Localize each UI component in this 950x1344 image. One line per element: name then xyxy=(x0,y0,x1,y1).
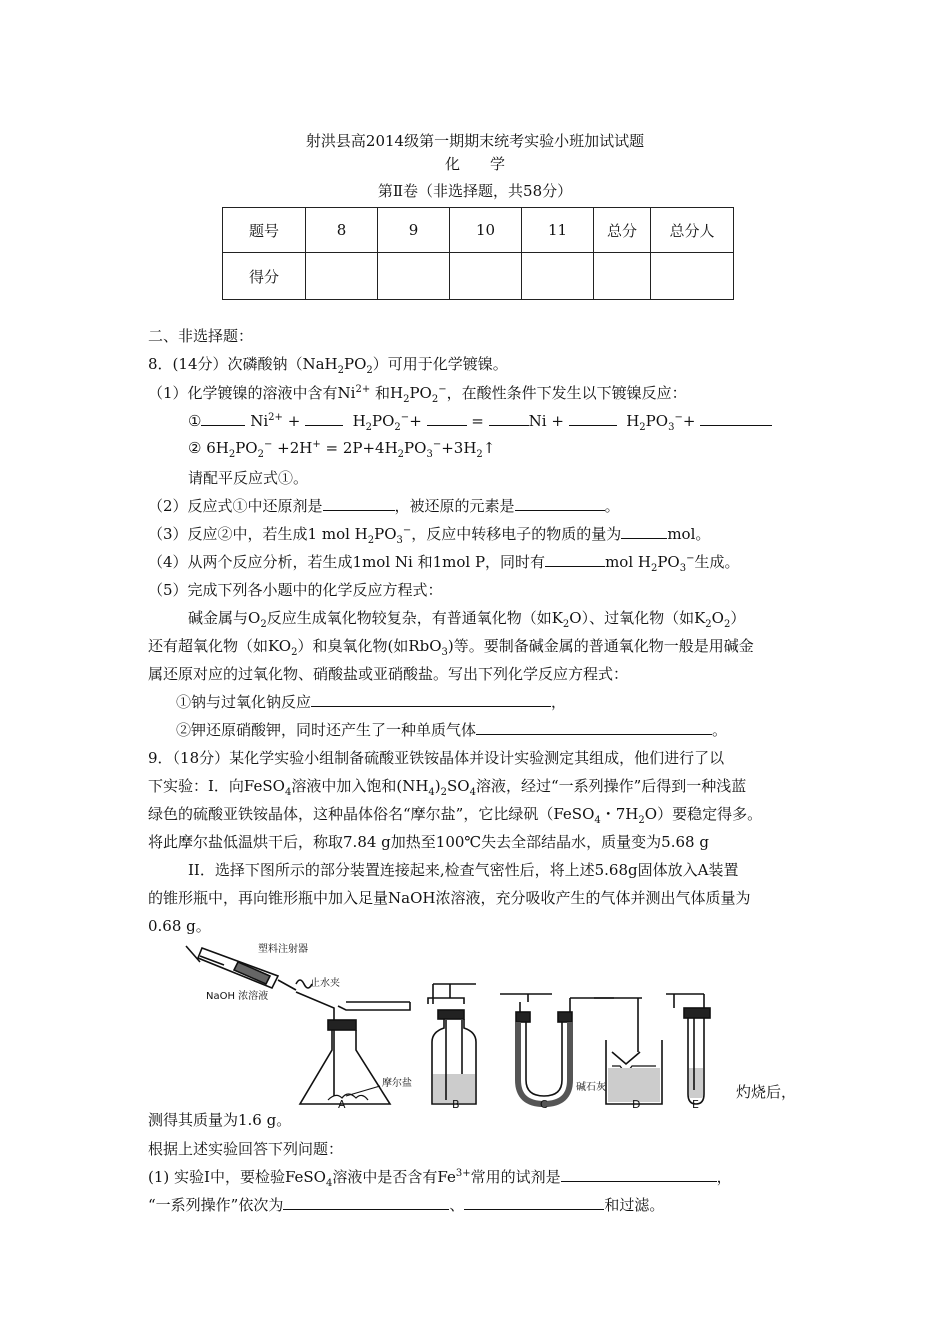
score-table xyxy=(222,207,734,300)
exam-title: 射洪县高2014级第一期期末统考实验小班加试试题 xyxy=(305,132,645,150)
q8-part2: （2）反应式①中还原剂是 ，被还原的元素是 。 xyxy=(148,497,620,515)
score-table-header-row xyxy=(223,208,734,253)
volume-title: 第Ⅱ卷（非选择题，共58分） xyxy=(377,182,573,200)
score-entry-cell[interactable] xyxy=(594,253,651,300)
apparatus-figure xyxy=(178,940,738,1112)
score-entry-cell[interactable] xyxy=(378,253,450,300)
q9-ask: 根据上述实验回答下列问题： xyxy=(148,1140,344,1158)
q9-line: II．选择下图所示的部分装置连接起来,检查气密性后，将上述5.68g固体放入A装置 xyxy=(188,861,739,879)
q8-part5-paragraph: 属还原对应的过氧化物、硝酸盐或亚硝酸盐。写出下列化学反应方程式： xyxy=(148,665,629,683)
label-a: A xyxy=(338,1098,346,1111)
q8-balance-instruction: 请配平反应式①。 xyxy=(188,469,309,487)
flask-a-icon xyxy=(300,1020,390,1104)
table-cell: 10 xyxy=(450,208,522,253)
q8-part5-paragraph: 还有超氧化物（如$KO_2$）和臭氧化物(如RbO$_3$)等。要制备碱金属的普通氧化物一般是用碱金 xyxy=(148,637,754,658)
q9-line: 的锥形瓶中，再向锥形瓶中加入足量NaOH浓溶液，充分吸收产生的气体并测出气体质量为 xyxy=(148,889,751,907)
q8-part5: （5）完成下列各小题中的化学反应方程式： xyxy=(148,581,443,599)
table-cell: 总分 xyxy=(594,208,651,253)
score-entry-cell[interactable] xyxy=(450,253,522,300)
subject-title: 化学 xyxy=(444,155,535,173)
q8-intro: 8．(14分）次磷酸钠$(NaH_2PO_2)$可用于化学镀镍。 xyxy=(148,355,508,376)
q8-equation-2: ② $6H_2PO_2^- +2H^+$ = $2P+4H_2PO_3^-+3H_2↑$ xyxy=(188,439,496,460)
label-syringe: 塑料注射器 xyxy=(258,944,308,955)
label-clamp: 止水夹 xyxy=(310,978,340,989)
q9-line: 0.68 g。 xyxy=(148,917,211,935)
q8-item-1: ①钠与过氧化钠反应 ， xyxy=(176,693,567,711)
q8-part4: （4）从两个反应分析，若生成1mol Ni 和1mol P，同时有 mol $H_2PO_3^-$生成。 xyxy=(148,553,740,574)
q9-fig-text-right: 灼烧后， xyxy=(736,1083,797,1101)
score-entry-cell[interactable] xyxy=(306,253,378,300)
q9-sub1-ops: “一系列操作”依次为 、 和过滤。 xyxy=(148,1196,665,1214)
label-naoh: NaOH 浓溶液 xyxy=(206,991,269,1002)
section-heading: 二、非选择题： xyxy=(148,327,254,345)
table-cell: 11 xyxy=(522,208,594,253)
q9-line: 下实验：I．向FeSO$_4$溶液中加入饱和$(NH_4)_2SO_4$溶液，经过“一系列操作”后得到一种浅蓝 xyxy=(148,777,747,798)
table-cell: 8 xyxy=(306,208,378,253)
bottle-b-icon xyxy=(428,984,476,1104)
label-c: C xyxy=(540,1098,548,1111)
q8-part5-paragraph: 碱金属与$O_2$反应生成氧化物较复杂，有普通氧化物（如$K_2O$）、过氧化物（如$K_2O_2$） xyxy=(188,609,746,630)
table-cell: 9 xyxy=(378,208,450,253)
label-salt: 摩尔盐 xyxy=(382,1078,412,1089)
label-b: B xyxy=(452,1098,460,1111)
q9-line: 将此摩尔盐低温烘干后，称取7.84 g加热至100℃失去全部结晶水，质量变为5.68 g xyxy=(148,833,709,851)
table-cell: 得分 xyxy=(223,253,306,300)
q9-line: 绿色的硫酸亚铁铵晶体，这种晶体俗名“摩尔盐”，它比绿矾（FeSO$_4$・$7H_2O$）要稳定得多。 xyxy=(148,805,763,826)
q8-item-2: ②钾还原硝酸钾，同时还产生了一种单质气体 。 xyxy=(176,721,728,739)
score-table-score-row xyxy=(223,253,734,300)
q8-equation-1: ① $Ni^{2+}$ + $H_2PO_2^-+ = Ni$ + $H_2PO_3^-+$ xyxy=(188,411,772,433)
tube-e-icon xyxy=(666,994,710,1104)
label-e: E xyxy=(692,1098,699,1111)
q9-fig-text: 测得其质量为1.6 g。 xyxy=(148,1111,292,1129)
q9-sub1: (1) 实验I中，要检验FeSO$_4$溶液中是否含有$Fe^{3+}$常用的试剂是 ， xyxy=(148,1168,732,1189)
label-lime: 碱石灰 xyxy=(576,1082,606,1093)
score-entry-cell[interactable] xyxy=(522,253,594,300)
table-cell: 题号 xyxy=(223,208,306,253)
table-cell: 总分人 xyxy=(651,208,734,253)
q9-line: 9．（18分）某化学实验小组制备硫酸亚铁铵晶体并设计实验测定其组成，他们进行了以 xyxy=(148,749,725,767)
score-entry-cell[interactable] xyxy=(651,253,734,300)
q8-part1: （1）化学镀镍的溶液中含有$Ni^{2+}$ 和$H_2PO_2^-$，在酸性条件下发生以下镀镍反应： xyxy=(148,384,687,405)
label-d: D xyxy=(632,1098,641,1111)
q8-part3: （3）反应②中，若生成1 mol $H_2PO_3^-$，反应中转移电子的物质的量为 mol。 xyxy=(148,525,711,546)
